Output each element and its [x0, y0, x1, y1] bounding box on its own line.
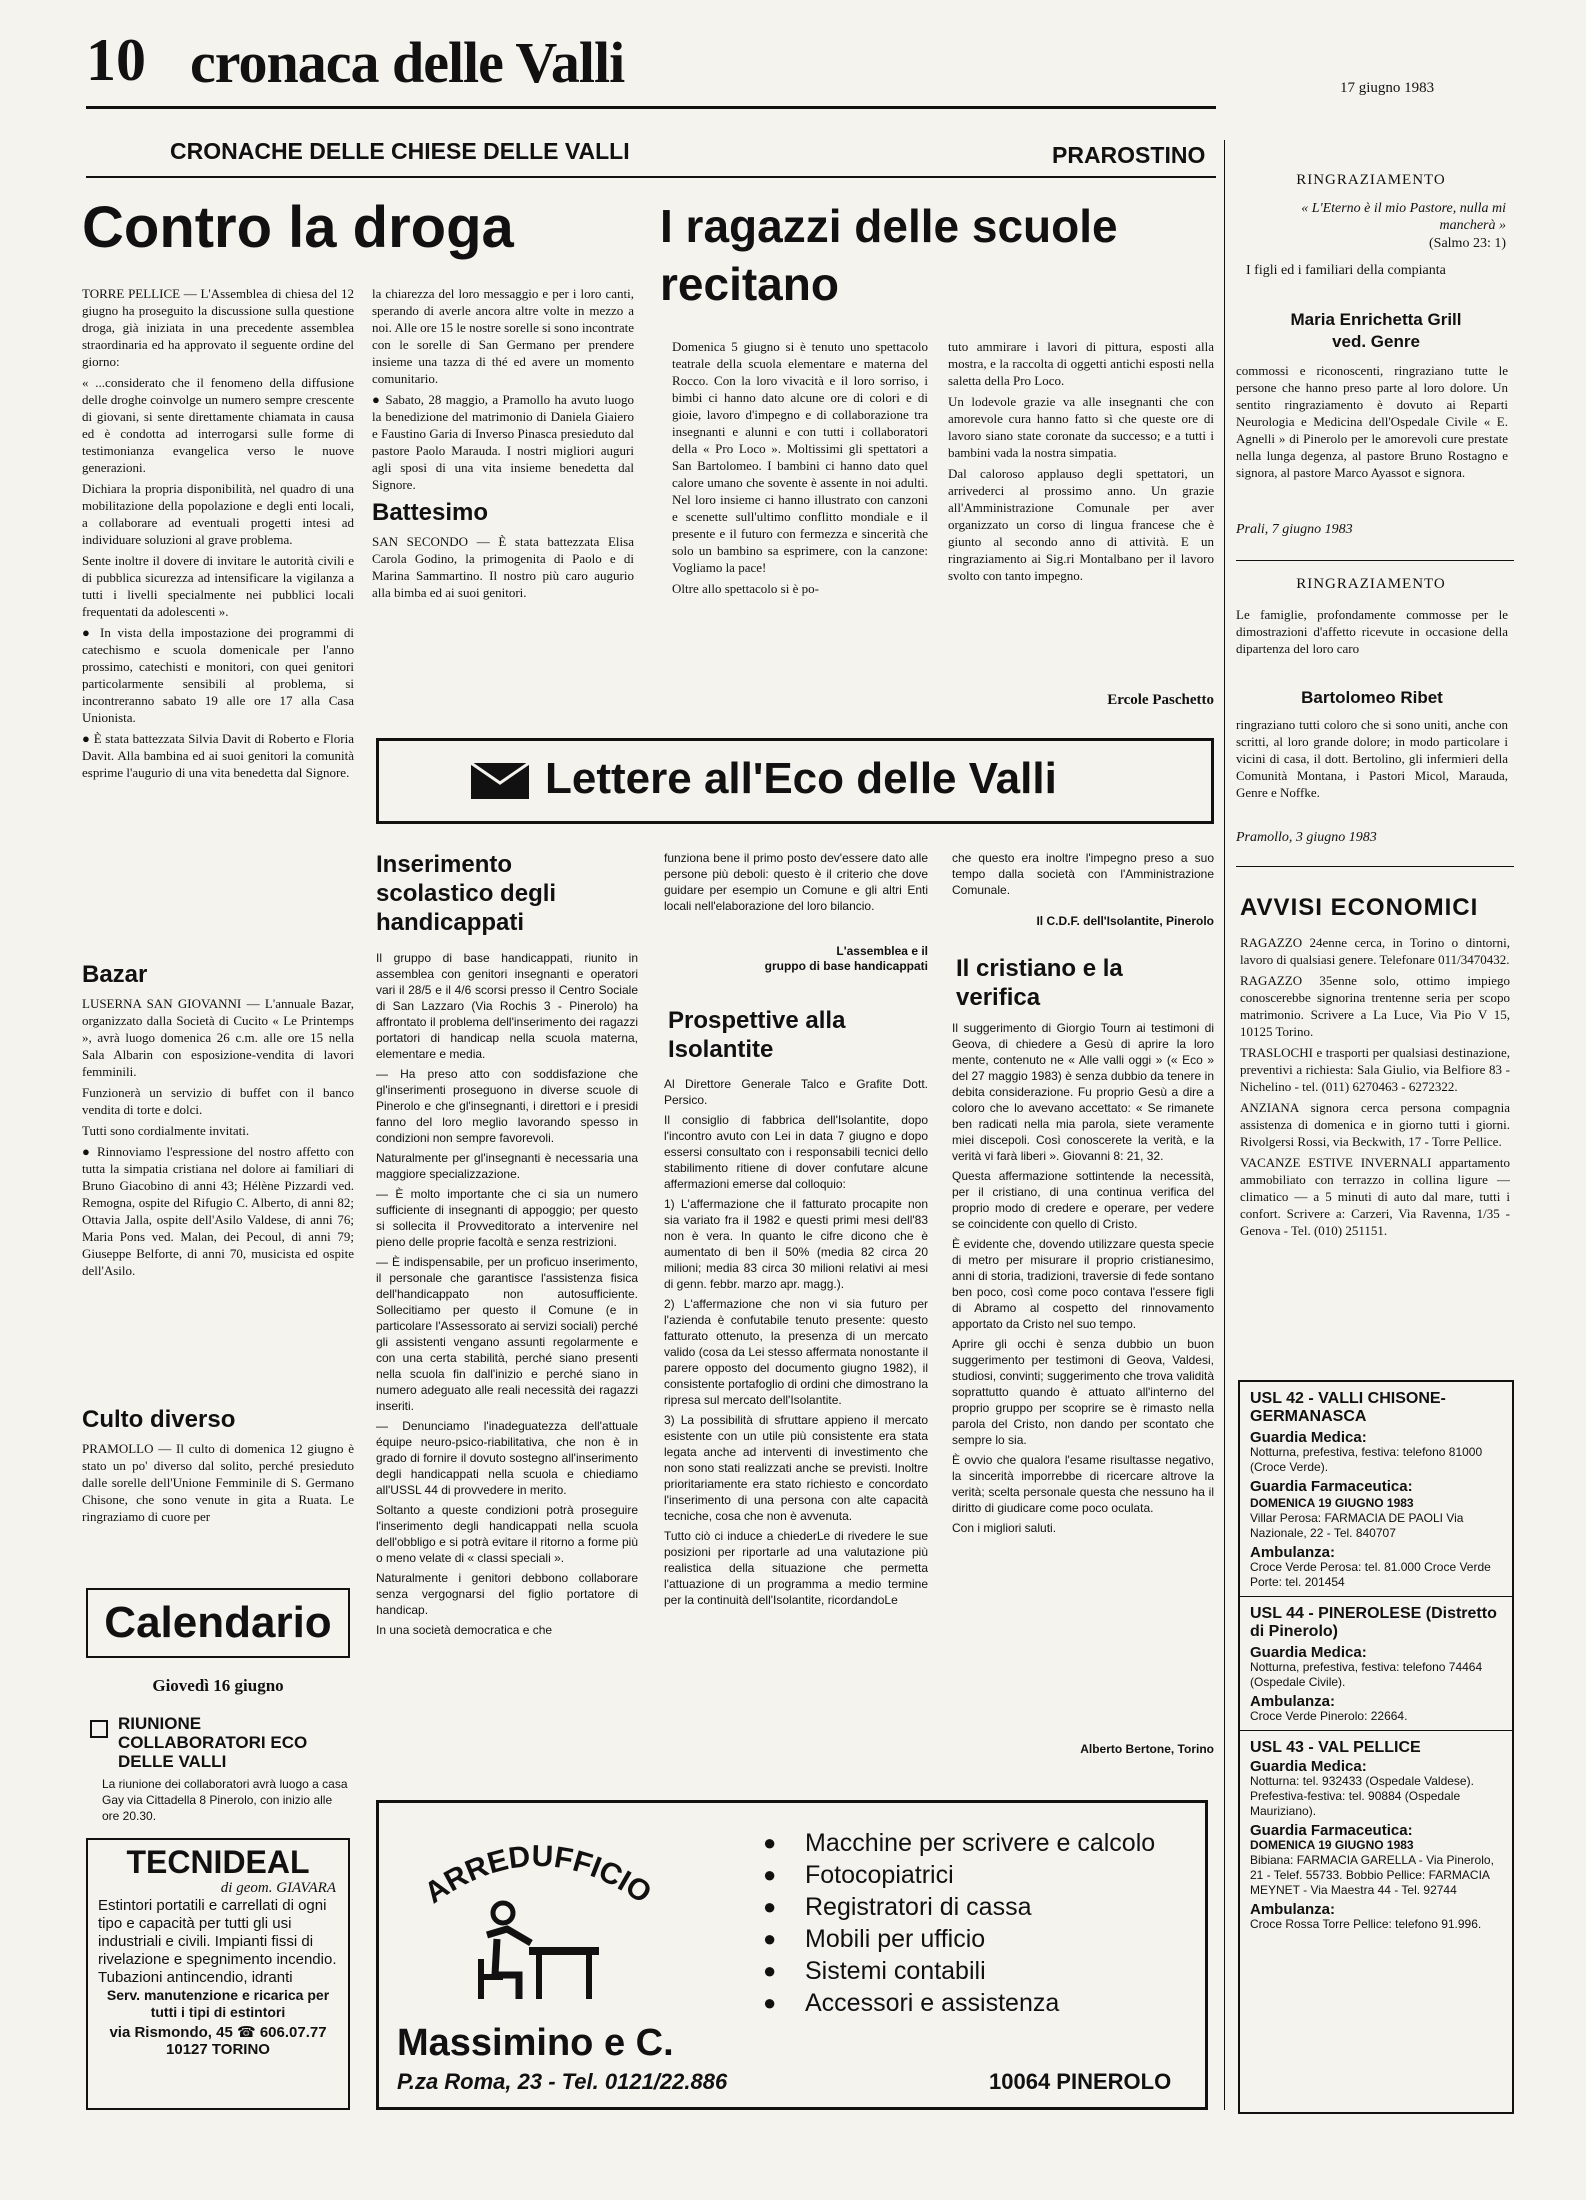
- handicap-p5: — È indispensabile, per un proficuo inserimento, il personale che garantisce l'assistenza fisica dell'handicappato non autosufficiente. Sollecitiamo per questo il Comune (e in particolare l'Assessorato ai servizi sociali) perché gli assistenti vengano assunti regolarmente e con una certa stabilità, perché siano presenti nella scuola fin dall'inizio e perché siano in numero adeguato alle reali necessità dei ragazzi inseriti.: [376, 1255, 638, 1413]
- ringraziamento1-text: commossi e riconoscenti, ringraziano tutte le persone che hanno preso parte al loro dolore. Un sentito ringraziamento è dovuto ai Reparti Neurologia e Medicina dell'Ospedale Civile « E. Agnelli » di Pinerolo per le amorevoli cure prestate nella lunga degenza, al pastore Bruno Rostagno e signora, al pastore Marco Ayassot e signora.: [1236, 363, 1508, 480]
- avviso-item: TRASLOCHI e trasporti per qualsiasi destinazione, preventivi a richiesta: Sala Giulio, via Belfiore 83 - Nichelino - tel. (011) 6270463 - 6272322.: [1240, 1045, 1510, 1094]
- masthead-rule: [86, 106, 1216, 109]
- usl42-amb-text: Croce Verde Perosa: tel. 81.000 Croce Verde Porte: tel. 201454: [1250, 1560, 1491, 1589]
- tecnideal-box: [86, 1838, 350, 2110]
- usl42-farm-text: Villar Perosa: FARMACIA DE PAOLI Via Nazionale, 22 - Tel. 840707: [1250, 1511, 1464, 1540]
- handicap-p9: In una società democratica e che: [376, 1623, 553, 1637]
- handicap-title: Inserimento scolastico degli handicappati: [376, 851, 557, 936]
- droga-p4: Sente inoltre il dovere di invitare le autorità civili e di pubblica sicurezza ad intensificare la vigilanza a tutti i livelli specialmente nei pubblici locali frequentati da adolescenti ».: [82, 553, 354, 619]
- ringraziamento1-place: Prali, 7 giugno 1983: [1236, 522, 1353, 537]
- calendario-event-title: RIUNIONE COLLABORATORI ECO DELLE VALLI: [118, 1714, 308, 1771]
- usl42-block: [1240, 1382, 1512, 1597]
- arredufficio-logo-text: ARREDUFFICIO: [418, 1839, 658, 1911]
- ringraziamento1-name: Maria Enrichetta Grill: [1290, 310, 1462, 329]
- handicap-col: [376, 950, 638, 1760]
- usl43-amb-title: Ambulanza:: [1250, 1901, 1336, 1918]
- tecnideal-text: Estintori portatili e carrellati di ogni tipo e capacità per tutti gli usi industriali e civili. Impianti fissi di rivelazione e spegnimento incendio. Tubazioni antincendio, idranti: [98, 1897, 337, 1986]
- arredufficio-item: ● Fotocopiatrici: [763, 1859, 1183, 1891]
- avvisi-title: AVVISI ECONOMICI: [1240, 894, 1479, 921]
- arredufficio-company: Massimino e C.: [397, 2022, 674, 2064]
- ragazzi-headline-2: recitano: [660, 258, 839, 310]
- usl43-guardia-title: Guardia Medica:: [1250, 1758, 1367, 1775]
- calendario-date: Giovedì 16 giugno: [152, 1676, 284, 1695]
- bazar-column: [82, 955, 354, 1395]
- handicap-p7: Soltanto a queste condizioni potrà proseguire l'inserimento degli handicappati nella scuola dell'obbligo e si potrà evitare il ritorno a forme più o meno velate di « classi speciali ».: [376, 1503, 638, 1565]
- section-rule: [86, 176, 1216, 178]
- ragazzi-p2: Oltre allo spettacolo si è po-: [672, 581, 819, 596]
- cristiano-p5: È ovvio che qualora l'esame risultasse negativo, la sincerità imporrebbe di ricercare altrove la verità; scelta personale questa che nessuno ha il diritto di giudicare come poco oculata.: [952, 1453, 1214, 1515]
- droga-col2-p1: la chiarezza del loro messaggio e per i loro canti, sperando di averle ancora altre volte in mezzo a noi. Alle ore 15 le nostre sorelle si sono incontrate con le sorelle di San Germano per prendere insieme una tazza di thé ed avere un momento comunitario.: [372, 286, 634, 386]
- tecnideal-address: [88, 2023, 348, 2041]
- ringraziamento1-quote: « L'Eterno è il mio Pastore, nulla mi mancherà »: [1301, 201, 1506, 233]
- usl44-amb-title: Ambulanza:: [1250, 1693, 1336, 1710]
- droga-col1: [82, 285, 354, 990]
- ragazzi-col2-p2: Un lodevole grazie va alle insegnanti che con amorevole cura hanno fatto sì che queste ore di lavoro siano state coronate da successo; e a tutti i bambini vada la nostra simpatia.: [948, 394, 1214, 460]
- arredufficio-city: 10064 PINEROLO: [989, 2069, 1172, 2094]
- masthead-title: cronaca delle Valli: [190, 30, 625, 95]
- masthead-date: 17 giugno 1983: [1340, 80, 1435, 96]
- calendario-title: Calendario: [104, 1598, 332, 1647]
- bazar-p3: Tutti sono cordialmente invitati.: [82, 1123, 250, 1138]
- droga-p6: ● È stata battezzata Silvia Davit di Roberto e Floria Davit. Alla bambina ed ai suoi genitori la comunità esprime l'augurio di una vita benedetta dal Signore.: [82, 731, 354, 780]
- isolantite-p3: 1) L'affermazione che il fatturato procapite non sia variato fra il 1982 e questi primi mesi dell'83 non è vera. In quanto le cifre dicono che è aumentato di ben il 50% (media 82 circa 20 milioni; media 83 circa 30 milioni relativi ai mesi di genn. febbr. marzo apr. magg.).: [664, 1197, 928, 1291]
- page-number: 10: [86, 27, 146, 93]
- usl44-title: USL 44 - PINEROLESE (Distretto di Pinerolo): [1250, 1605, 1497, 1640]
- usl42-title: USL 42 - VALLI CHISONE-GERMANASCA: [1250, 1390, 1446, 1425]
- arredufficio-item: ● Accessori e assistenza: [763, 1987, 1183, 2019]
- isolantite-p5: 3) La possibilità di sfruttare appieno il mercato esistente con un utile più consistente era stata legata anche ad interventi di investimento che non sono stati realizzati anche se previsti. Inoltre prioritariamente era stato richiesto e concordato l'inserimento di una persona con alte capacità tecniche, cosa che non è avvenuta.: [664, 1413, 928, 1523]
- usl42-farm-title: Guardia Farmaceutica:: [1250, 1478, 1413, 1495]
- avviso-item: ANZIANA signora cerca persona compagnia assistenza di domenica e in giorno tutti i giorni. Rivolgersi Rossi, via Beckwith, 17 - Torre Pellice.: [1240, 1100, 1510, 1149]
- desk-worker-icon: [467, 1899, 607, 2009]
- bazar-p4: ● Rinnoviamo l'espressione del nostro affetto con tutta la simpatia cristiana nel dolore ai familiari di Bruno Giacobino di anni 43; Hélène Pizzardi ved. Remogna, ospite del Rifugio C. Alberto, di anni 82; Ottavia Jalla, ospite dell'Asilo Valdese, di anni 76; Maria Pons ved. Malan, dei Pecoul, di anni 79; Giuseppe Belforte, di anni 70, musicista ed ospite dell'Asilo.: [82, 1144, 354, 1278]
- usl42-farm-date: DOMENICA 19 GIUGNO 1983: [1250, 1496, 1414, 1510]
- usl-box: [1238, 1380, 1514, 2114]
- avviso-item: VACANZE ESTIVE INVERNALI appartamento ammobiliato con terrazzo in collina ligure — climatico — a 5 minuti di auto dal mare, tutti i confort. Scrivere a: Carzeri, Via Ravenna, 1/35 - Genova - Tel. (010) 251151.: [1240, 1155, 1510, 1238]
- culto-text: PRAMOLLO — Il culto di domenica 12 giugno è stato un po' diverso dal solito, perché presieduto dalle sorelle dell'Unione Femminile di S. Germano Chisone, che sono venute in gita a Ruata. Le ringraziamo di cuore per: [82, 1441, 354, 1524]
- usl43-farm-date: DOMENICA 19 GIUGNO 1983: [1250, 1838, 1414, 1852]
- bazar-p1: LUSERNA SAN GIOVANNI — L'annuale Bazar, organizzato dalla Società di Cucito « Le Printemps », avrà luogo domenica 26 c.m. alle ore 15 nella Sala Albarin con esposizione-vendita di lavori femminili.: [82, 996, 354, 1079]
- bazar-p2: Funzionerà un servizio di buffet con il banco vendita di torte e dolci.: [82, 1085, 354, 1117]
- usl44-block: [1240, 1597, 1512, 1731]
- usl43-farm-text: Bibiana: FARMACIA GARELLA - Via Pinerolo, 21 - Telef. 55733. Bobbio Pellice: FARMACIA MEYNET - Via Maestra 44 - Tel. 92744: [1250, 1853, 1494, 1897]
- ringraziamento2-name: Bartolomeo Ribet: [1301, 688, 1443, 707]
- usl43-amb-text: Croce Rossa Torre Pellice: telefono 91.996.: [1250, 1917, 1482, 1931]
- usl43-farm-title: Guardia Farmaceutica:: [1250, 1822, 1413, 1839]
- battesimo-text: SAN SECONDO — È stata battezzata Elisa Carola Godino, la primogenita di Paolo e di Marina Sammartino. Il nostro più caro augurio alla bimba ed ai suoi genitori.: [372, 534, 634, 600]
- culto-title: Culto diverso: [82, 1406, 236, 1433]
- avvisi-list: [1240, 934, 1510, 1364]
- culto-column: [82, 1400, 354, 1575]
- ragazzi-col2-p1: tuto ammirare i lavori di pittura, esposti alla mostra, e la raccolta di oggetti antichi esposti nella saletta della Pro Loco.: [948, 339, 1214, 388]
- calendario-box: [86, 1588, 350, 1658]
- lettere-banner: [376, 738, 1214, 824]
- arredufficio-item: ● Macchine per scrivere e calcolo: [763, 1827, 1183, 1859]
- droga-p2: « ...considerato che il fenomeno della diffusione delle droghe coinvolge un numero sempre crescente di giovani, si sente direttamente chiamata in causa ed è condotta ad interrogarsi sulle forme di testimonianza evangelica verso le nuove generazioni.: [82, 375, 354, 475]
- envelope-icon: [471, 763, 529, 799]
- ringraziamento1-quote-ref: (Salmo 23: 1): [1429, 236, 1506, 251]
- ringraziamento2-title: RINGRAZIAMENTO: [1296, 576, 1446, 592]
- isolantite-p4: 2) L'affermazione che non vi sia futuro per l'azienda è confutabile tenuto presente: questo fatturato ottenuto, la presenza di un mercato valido (cosa da Lei stesso affermata nonostante il parere opposto del documento giugno 1982), il consistente portafoglio di ordini che dimostrano la ripresa sul mercato dell'Isolantite.: [664, 1297, 928, 1407]
- ragazzi-col1: [672, 338, 928, 710]
- bazar-title: Bazar: [82, 961, 148, 988]
- isolantite-p1: Al Direttore Generale Talco e Grafite Dott. Persico.: [664, 1077, 928, 1107]
- isolantite-p2: Il consiglio di fabbrica dell'Isolantite, dopo l'incontro avuto con Lei in data 7 giugno e dopo essersi consultato con i responsabili tecnici dello stabilimento ritiene di dover confutare alcune affermazioni emerse dal colloquio:: [664, 1113, 928, 1191]
- handicap-p3: Naturalmente per gl'insegnanti è necessaria una maggiore specializzazione.: [376, 1151, 638, 1181]
- battesimo-title: Battesimo: [372, 499, 489, 526]
- isolantite-signature: Il C.D.F. dell'Isolantite, Pinerolo: [1036, 914, 1214, 928]
- calendario-event-text: La riunione dei collaboratori avrà luogo a casa Gay via Cittadella 8 Pinerolo, con inizio alle ore 20.30.: [102, 1777, 348, 1823]
- usl42-guardia-title: Guardia Medica:: [1250, 1429, 1367, 1446]
- droga-p5: ● In vista della impostazione dei programmi di catechismo e scuola domenicale per l'anno prossimo, catechisti e monitori, con quei genitori particolarmente sensibili al problema, si incontreranno sabato 19 alle ore 17 alla Casa Unionista.: [82, 625, 354, 725]
- ringraziamento1-title: RINGRAZIAMENTO: [1296, 172, 1446, 188]
- ringraziamento1-intro: I figli ed i familiari della compianta: [1246, 263, 1446, 278]
- tecnideal-name: TECNIDEAL: [126, 1844, 310, 1880]
- ringraziamento1-name2: ved. Genre: [1332, 332, 1420, 351]
- droga-col2: [372, 285, 634, 695]
- section-prarostino: PRAROSTINO: [1052, 142, 1206, 168]
- ragazzi-col2-p3: Dal caloroso applauso degli spettatori, un arrivederci al prossimo anno. Un grazie all'Amministrazione Comunale per aver organizzato un corso di lingua francese che è giunto al secondo anno di attività. E un ringraziamento ai Sig.ri Montalbano per il lavoro svolto con tanto impegno.: [948, 466, 1214, 583]
- ringraziamento2-text: ringraziano tutti coloro che si sono uniti, anche con scritti, al loro grande dolore; in modo particolare i vicini di casa, il dott. Bertolino, gli infermieri della Comunità Montana, i Pastori Micol, Marauda, Genre e Noffke.: [1236, 717, 1508, 800]
- ragazzi-p1: Domenica 5 giugno si è tenuto uno spettacolo teatrale della scuola elementare e materna del Rocco. Con la loro vivacità e il loro sorriso, i bimbi ci hanno dato alcune ore di colori e di gioie, lavoro d'impegno e di collaborazione tra insegnanti e alunni e con tutti i collaboratori della « Pro Loco ». Moltissimi gli spettatori a San Bartolomeo. I bambini ci hanno dato quel calore umano che sovente è assente in noi adulti. Nel loro insieme ci hanno illustrato con canzoni e scenette sull'ultimo conflitto mondiale e il presente e il futuro con fermezza e sincerità che solo un bambino sa esprimere, con la canzone: Vogliamo la pace!: [672, 339, 928, 575]
- avviso-item: RAGAZZO 24enne cerca, in Torino o dintorni, lavoro di qualsiasi genere. Telefonare 011/3470432.: [1240, 935, 1510, 967]
- ragazzi-col2: [948, 338, 1214, 688]
- cristiano-col: [952, 1020, 1214, 1730]
- arredufficio-item: ● Registratori di cassa: [763, 1891, 1183, 1923]
- ringraziamento2-place: Pramollo, 3 giugno 1983: [1236, 830, 1377, 845]
- cristiano-p6: Con i migliori saluti.: [952, 1521, 1057, 1535]
- avviso-item: RAGAZZO 35enne solo, ottimo impiego conoscerebbe signorina trentenne seria per scopo matrimonio. Scrivere a La Luce, Via Pio V 15, 10125 Torino.: [1240, 973, 1510, 1039]
- isolantite-p6: Tutto ciò ci induce a chiederLe di rivedere le sue posizioni per riportarle ad una valutazione più realistica della situazione che permetta l'attuazione di un programma a medio termine per la continuità dell'Isolantite, ricordandoLe: [664, 1529, 928, 1607]
- handicap-sig-line1: L'assemblea e il: [836, 944, 928, 958]
- usl42-amb-title: Ambulanza:: [1250, 1544, 1336, 1561]
- arredufficio-ad: [376, 1800, 1208, 2110]
- checkbox-icon: [90, 1720, 108, 1738]
- usl43-block: [1240, 1731, 1512, 1938]
- arredufficio-item: ● Sistemi contabili: [763, 1955, 1183, 1987]
- arredufficio-item: ● Mobili per ufficio: [763, 1923, 1183, 1955]
- tecnideal-address-text: via Rismondo, 45 ☎ 606.07.77: [109, 2024, 327, 2041]
- handicap-p2: — Ha preso atto con soddisfazione che gl'inserimenti proseguono in diverse scuole di Pinerolo e che gl'insegnanti, i direttori e i presidi fanno del loro meglio lavorando spesso in condizioni non sempre favorevoli.: [376, 1067, 638, 1145]
- handicap-signature: [664, 944, 928, 974]
- ragazzi-headline-1: I ragazzi delle scuole: [660, 200, 1118, 252]
- arredufficio-address: P.za Roma, 23 - Tel. 0121/22.886: [397, 2069, 728, 2094]
- usl44-guardia-title: Guardia Medica:: [1250, 1644, 1367, 1661]
- usl43-guardia-text: Notturna: tel. 932433 (Ospedale Valdese). Prefestiva-festiva: tel. 90884 (Ospedale Mauriziano).: [1250, 1774, 1474, 1818]
- lettere-banner-text: Lettere all'Eco delle Valli: [545, 754, 1057, 803]
- isolantite-title: Prospettive alla Isolantite: [668, 1007, 846, 1063]
- droga-headline: Contro la droga: [82, 195, 514, 260]
- section-chiese: CRONACHE DELLE CHIESE DELLE VALLI: [170, 138, 630, 164]
- avvisi-divider: [1236, 866, 1514, 867]
- droga-col2-p2: ● Sabato, 28 maggio, a Pramollo ha avuto luogo la benedizione del matrimonio di Daniela Giaiero e Faustino Garia di Inverso Pinasca presieduto dal pastore Paolo Marauda. I nostri migliori auguri agli sposi di una vita insieme benedetta dal Signore.: [372, 392, 634, 492]
- column-divider: [1224, 140, 1225, 2110]
- usl44-guardia-text: Notturna, prefestiva, festiva: telefono 74464 (Ospedale Civile).: [1250, 1660, 1483, 1689]
- usl43-title: USL 43 - VAL PELLICE: [1250, 1739, 1421, 1756]
- handicap-p8: Naturalmente i genitori debbono collaborare senza vergognarsi del figlio portatore di handicap.: [376, 1571, 638, 1617]
- isolantite-cont: che questo era inoltre l'impegno preso a suo tempo dalla società con l'Amministrazione Comunale.: [952, 851, 1214, 897]
- handicap-sig-line2: gruppo di base handicappati: [764, 959, 928, 973]
- cristiano-p3: È evidente che, dovendo utilizzare questa specie di metro per misurare il proprio cristianesimo, anni di storia, tradizioni, traversie di fede sontano ben poco, così come poco contava l'essere figli di Abramo al cospetto del rinnovamento apportato da Cristo nel suo tempo.: [952, 1237, 1214, 1331]
- droga-p1: TORRE PELLICE — L'Assemblea di chiesa del 12 giugno ha proseguito la discussione sulla questione droga, già iniziata in una precedente assemblea straordinaria ed ha approvato il seguente ordine del giorno:: [82, 286, 354, 369]
- tecnideal-bold: Serv. manutenzione e ricarica per tutti i tipi di estintori: [106, 1987, 330, 2020]
- usl42-guardia-text: Notturna, prefestiva, festiva: telefono 81000 (Croce Verde).: [1250, 1445, 1483, 1474]
- handicap-p4: — È molto importante che ci sia un numero sufficiente di insegnanti di appoggio; per questo si sollecita il Provveditorato a intervenire nel pieno delle proprie facoltà e senza restrizioni.: [376, 1187, 638, 1249]
- handicap-p1: Il gruppo di base handicappati, riunito in assemblea con genitori insegnanti e operatori vari il 28/5 e il 4/6 scorsi presso il Centro Sociale di San Lazzaro (Via Rochis 3 - Pinerolo) ha affrontato il problema dell'inserimento dei ragazzi portatori di handicap nella scuola materna, elementare e media.: [376, 951, 638, 1061]
- tecnideal-owner: di geom. GIAVARA: [220, 1880, 336, 1896]
- ragazzi-signature: Ercole Paschetto: [1107, 692, 1214, 708]
- tecnideal-city: 10127 TORINO: [166, 2041, 270, 2058]
- ringraziamento-divider: [1236, 560, 1514, 561]
- ringraziamento2-intro: Le famiglie, profondamente commosse per le dimostrazioni d'affetto ricevute in occasione della dipartenza del loro caro: [1236, 607, 1508, 656]
- droga-p3: Dichiara la propria disponibilità, nel quadro di una mobilitazione della popolazione e degli enti locali, a collaborare ad eventuali progetti intesi ad individuare soluzioni al grave problema.: [82, 481, 354, 547]
- arredufficio-list: [763, 1827, 1183, 2019]
- cristiano-p2: Questa affermazione sottintende la necessità, per il cristiano, di una continua verifica del proprio modo di credere e operare, per vedere se coincidente con quello di Cristo.: [952, 1169, 1214, 1231]
- cristiano-p1: Il suggerimento di Giorgio Tourn ai testimoni di Geova, di chiedere a Gesù di aprire la loro mente, contenuto ne « Alle valli oggi » (« Eco » del 27 maggio 1983) è senza dubbio da tenere in debita considerazione. Fu proprio Gesù a dire a coloro che lo avevano accettato: « Se rimanete ben radicati nella mia parola, siete veramente miei discepoli. Così conoscerete la verità, e la verità vi farà liberi ». Giovanni 8: 21, 32.: [952, 1021, 1214, 1163]
- handicap-p6: — Denunciamo l'inadeguatezza dell'attuale équipe neuro-psico-riabilitativa, che non è in grado di fornire il dovuto sostegno all'inserimento degli handicappati nella scuola e chiediamo all'USSL 44 di provvedere in merito.: [376, 1419, 638, 1497]
- handicap-cont: funziona bene il primo posto dev'essere dato alle persone più deboli: questo è il criterio che dove guidare per esempio un Comune e gli altri Enti locali nell'elaborazione del loro bilancio.: [664, 851, 928, 913]
- usl44-amb-text: Croce Verde Pinerolo: 22664.: [1250, 1709, 1408, 1723]
- cristiano-p4: Aprire gli occhi è senza dubbio un buon suggerimento per testimoni di Geova, Valdesi, studiosi, convinti; suggerimento che trova validità soprattutto quando è attuato all'interno del proprio gruppo per scoprire se è rimasto nella parola del Cristo, non dando per scontato che sempre lo sia.: [952, 1337, 1214, 1447]
- cristiano-title: Il cristiano e la verifica: [956, 955, 1123, 1011]
- cristiano-signature: Alberto Bertone, Torino: [1080, 1742, 1214, 1756]
- isolantite-col: [664, 1076, 928, 1760]
